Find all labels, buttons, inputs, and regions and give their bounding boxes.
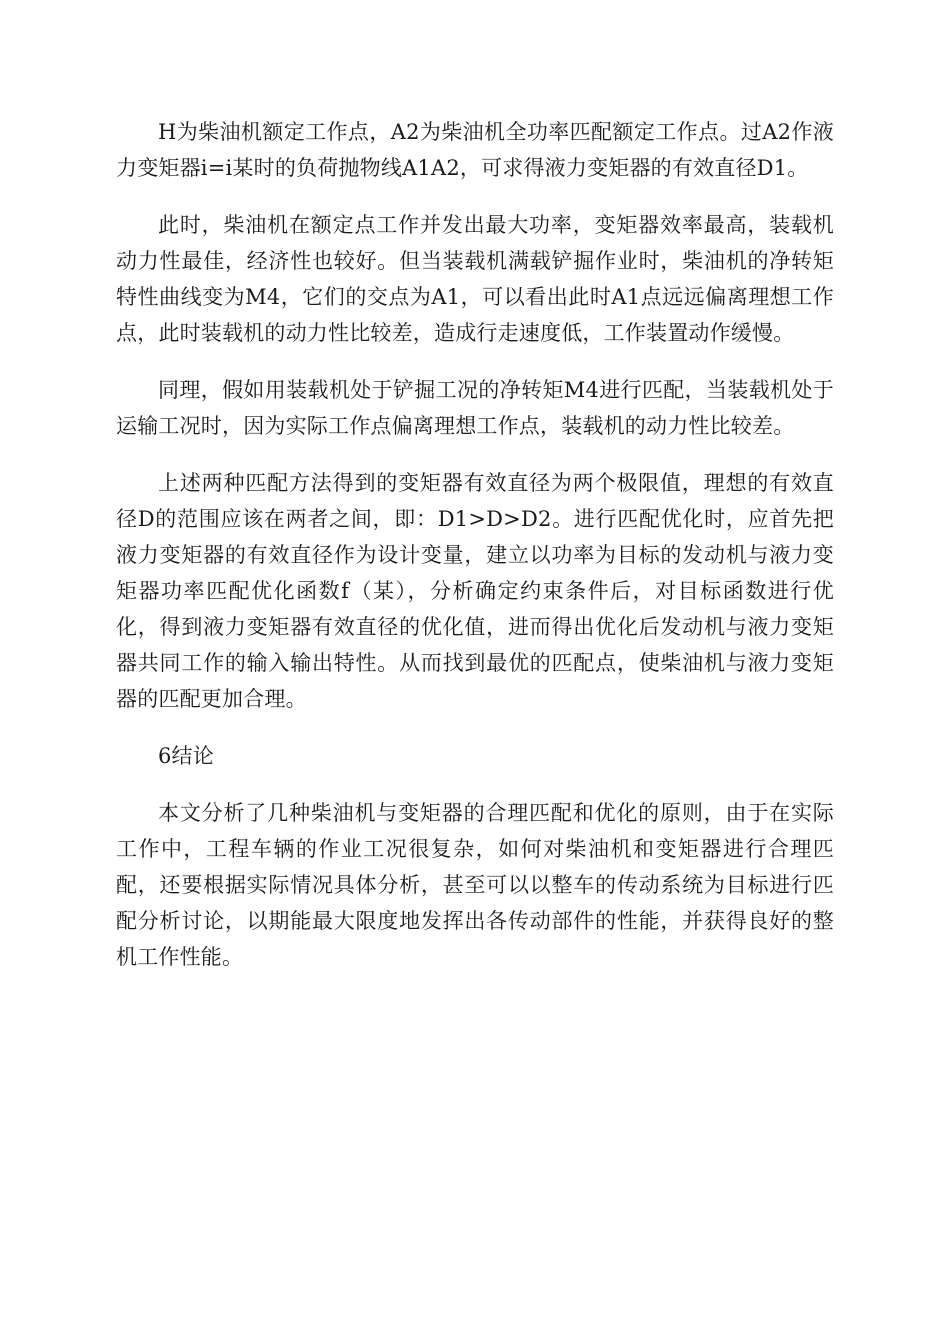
paragraph-rated-point-analysis: 此时，柴油机在额定点工作并发出最大功率，变矩器效率最高，装载机动力性最佳，经济性也较好。但当装载机满载铲掘作业时，柴油机的净转矩特性曲线变为M4，它们的交点为A1，可以看出此时A1点远远偏离理想工作点，此时装载机的动力性比较差，造成行走速度低，工作装置动作缓慢。 [116,213,834,345]
paragraph-conclusion: 本文分析了几种柴油机与变矩器的合理匹配和优化的原则，由于在实际工作中，工程车辆的作业工况很复杂，如何对柴油机和变矩器进行合理匹配，还要根据实际情况具体分析，甚至可以以整车的传动系统为目标进行匹配分析讨论，以期能最大限度地发挥出各传动部件的性能，并获得良好的整机工作性能。 [116,801,834,969]
section-heading-conclusion: 6结论 [158,744,214,768]
paragraph-operating-point: H为柴油机额定工作点，A2为柴油机全功率匹配额定工作点。过A2作液力变矩器i=i某时的负荷抛物线A1A2，可求得液力变矩器的有效直径D1。 [116,120,834,180]
document-page [116,114,834,996]
paragraph-optimization: 上述两种匹配方法得到的变矩器有效直径为两个极限值，理想的有效直径D的范围应该在两者之间，即：D1>D>D2。进行匹配优化时，应首先把液力变矩器的有效直径作为设计变量，建立以功率为目标的发动机与液力变矩器功率匹配优化函数f（某），分析确定约束条件后，对目标函数进行优化，得到液力变矩器有效直径的优化值，进而得出优化后发动机与液力变矩器共同工作的输入输出特性。从而找到最优的匹配点，使柴油机与液力变矩器的匹配更加合理。 [116,471,834,711]
paragraph-digging-matching: 同理，假如用装载机处于铲掘工况的净转矩M4进行匹配，当装载机处于运输工况时，因为实际工作点偏离理想工作点，装载机的动力性比较差。 [116,378,834,438]
